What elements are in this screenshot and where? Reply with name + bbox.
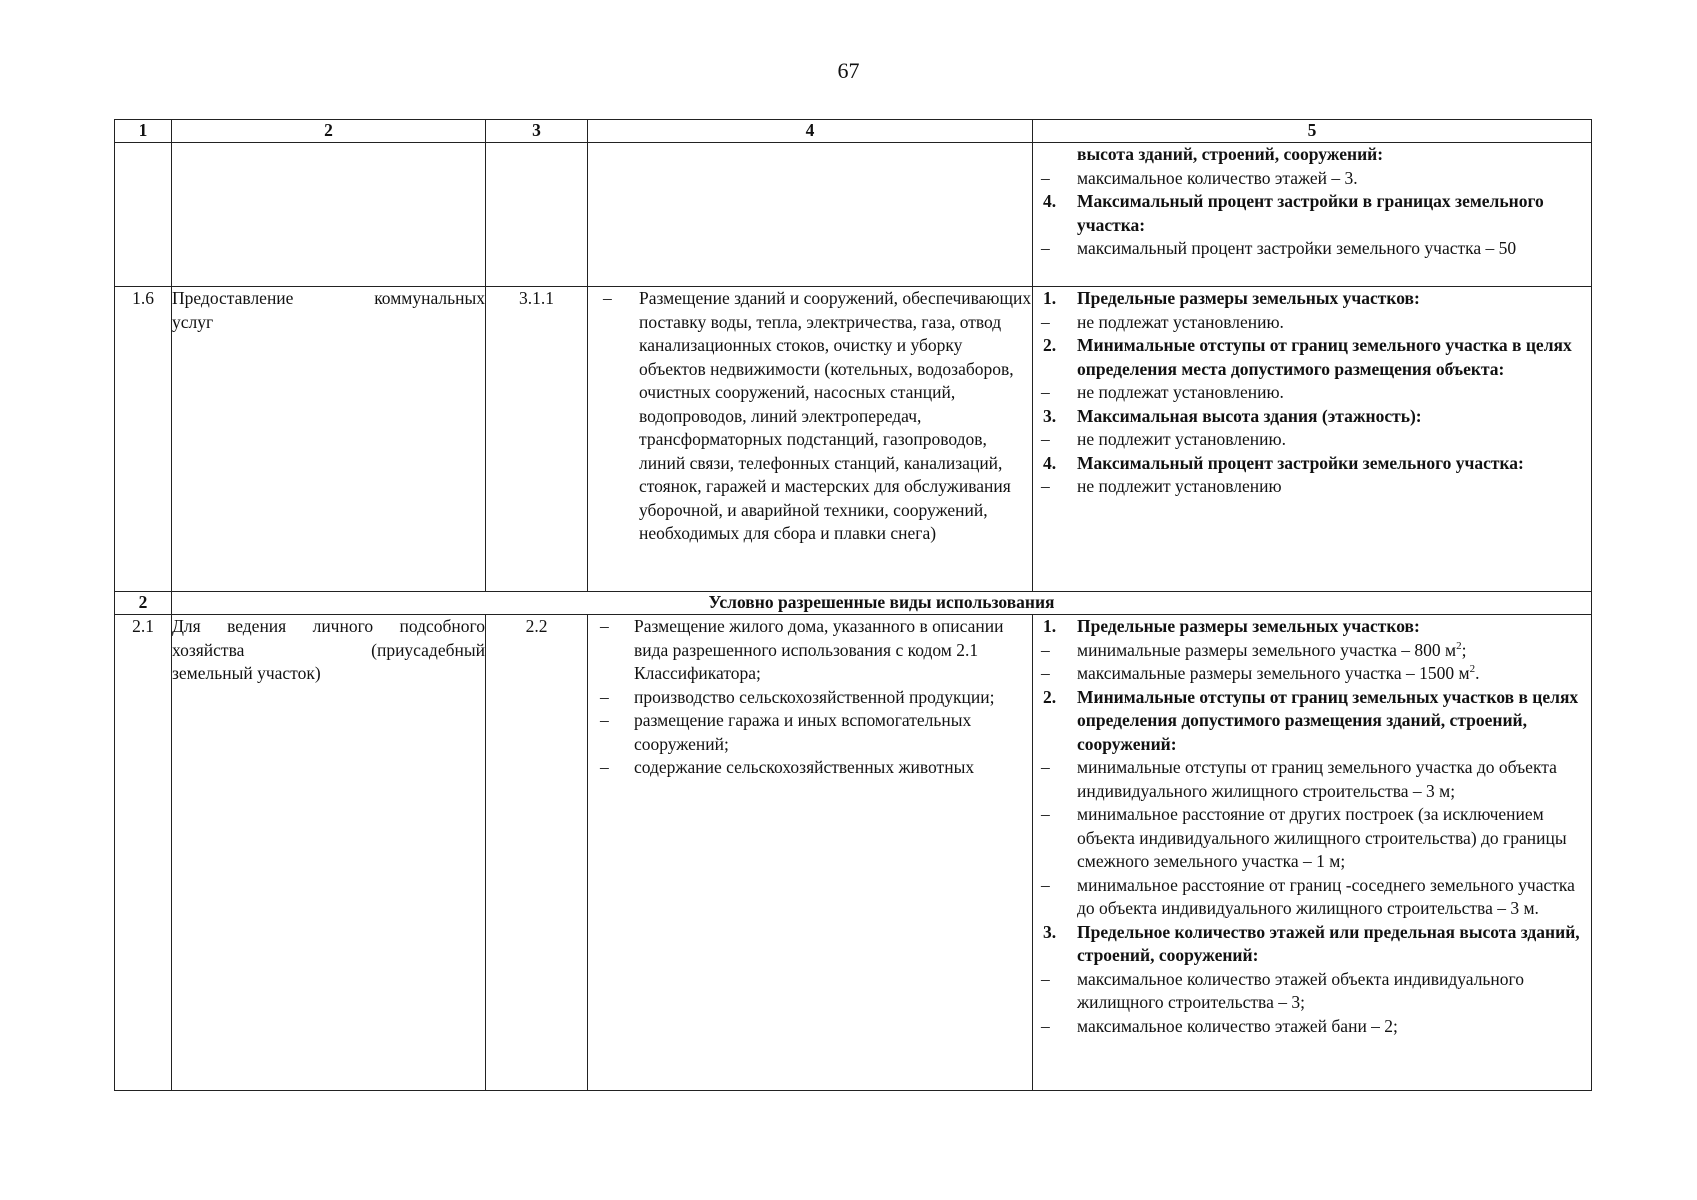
cell-parameters [1033,287,1592,592]
cell-parameters [1033,615,1592,1091]
section-title: Условно разрешенные виды использования [172,592,1592,615]
cell-description [588,287,1033,592]
cell-description [588,143,1033,287]
row-code: 3.1.1 [486,287,588,592]
row-code: 2.2 [486,615,588,1091]
table-row [115,615,1592,1091]
table-row-continuation [115,143,1592,287]
cell-description [588,615,1033,1091]
list-item: – минимальные размеры земельного участка – 800 $м^2$; [1041,639,1467,660]
cell-num [115,143,172,287]
header-col-5: 5 [1033,120,1592,143]
param-heading: 4. Максимальный процент застройки земельного участка: [1043,452,1524,473]
param-heading: 1. Предельные размеры земельных участков: [1043,288,1420,308]
table-row [115,287,1592,592]
header-col-4: 4 [588,120,1033,143]
param-heading: 4. Максимальный процент застройки в границах земельного участка: [1043,191,1544,235]
list-item: – не подлежат установлению. [1041,382,1284,402]
header-col-1: 1 [115,120,172,143]
row-number: 2.1 [115,615,172,1091]
list-item: – Размещение жилого дома, указанного в описании вида разрешенного использования с кодом 2.1 Классификатора; [600,616,1004,683]
param-heading: 1. Предельные размеры земельных участков: [1043,616,1420,636]
param-heading: 2. Минимальные отступы от границ земельного участка в целях определения места допустимого размещения объекта: [1043,335,1572,379]
param-heading: 3. Предельное количество этажей или предельная высота зданий, строений, сооружений: [1043,921,1580,965]
list-item: – не подлежит установлению. [1041,429,1286,449]
list-item: – минимальное расстояние от других построек (за исключением объекта индивидуального жилищного строительства) до границы смежного земельного участка – 1 м; [1041,804,1567,871]
land-use-table [114,119,1592,1091]
row-name: Предоставление коммунальных услуг [172,287,486,592]
list-item: – максимальное количество этажей объекта индивидуального жилищного строительства – 3; [1041,968,1525,1012]
header-col-3: 3 [486,120,588,143]
section-row [115,592,1592,615]
section-number: 2 [115,592,172,615]
list-item: – максимальные размеры земельного участка – 1500 $м^2$. [1041,663,1480,683]
header-col-2: 2 [172,120,486,143]
list-item: – не подлежит установлению [1041,476,1282,496]
param-heading: 2. Минимальные отступы от границ земельных участков в целях определения допустимого размещения зданий, строений, сооружений: [1043,686,1579,754]
list-item: – Размещение зданий и сооружений, обеспечивающих поставку воды, тепла, электричества, газа, отвод канализационных стоков, очистку и уборку объектов недвижимости (котельных, водозаборов, очистных сооружений, насосных станций, водопроводов, линий электропередач, трансформаторных подстанций, газопроводов, линий связи, телефонных станций, канализаций, стоянок, гаражей и мастерских для обслуживания уборочной, и аварийной техники, сооружений, необходимых для сбора и плавки снега) [603,288,1032,543]
header-row [115,120,1592,143]
list-item: – минимальное расстояние от границ -соседнего земельного участка до объекта индивидуального жилищного строительства – 3 м. [1041,874,1575,918]
list-item: – производство сельскохозяйственной продукции; [600,686,995,707]
row-number: 1.6 [115,287,172,592]
cell-name [172,143,486,287]
list-item: – максимальный процент застройки земельного участка – 50 [1041,238,1517,258]
cell-code [486,143,588,287]
list-item: – содержание сельскохозяйственных животных [600,757,975,777]
param-heading: 3. Максимальная высота здания (этажность): [1043,405,1422,426]
list-item: – не подлежат установлению. [1041,311,1284,332]
cell-parameters [1033,143,1592,287]
list-item: – размещение гаража и иных вспомогательных сооружений; [600,710,972,754]
list-item: – максимальное количество этажей бани – 2; [1041,1015,1398,1036]
list-item: – минимальные отступы от границ земельного участка до объекта индивидуального жилищного строительства – 3 м; [1041,757,1557,801]
list-item: – максимальное количество этажей – 3. [1041,167,1358,188]
row-name: Для ведения личного подсобного хозяйства (приусадебный земельный участок) [172,615,486,1091]
param-heading-continued: высота зданий, строений, сооружений: [1077,144,1384,164]
page-number: 67 [837,58,860,83]
